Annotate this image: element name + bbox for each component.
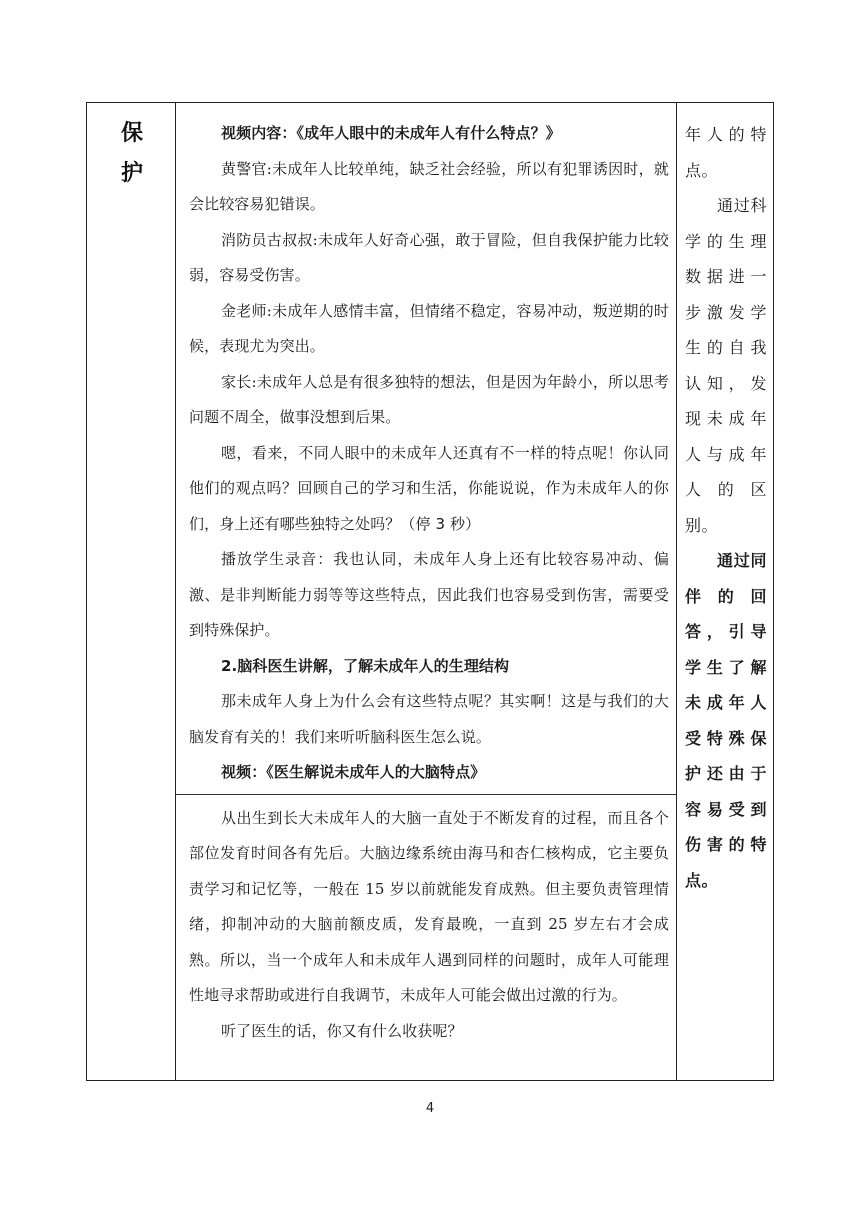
- firefighter-quote: 消防员古叔叔:未成年人好奇心强，敢于冒险，但自我保护能力比较弱，容易受伤害。: [189, 230, 669, 284]
- intro-paragraph: 那未成年人身上为什么会有这些特点呢？其实啊！这是与我们的大脑发育有关的！我们来听听脑科医生怎么说。: [189, 692, 669, 746]
- stage-label: 保护: [121, 121, 144, 186]
- note-peer-answers: 通过同伴的回答，引导学生了解未成年人受特殊保护还由于容易受到伤害的特点。: [685, 551, 767, 890]
- note-scientific-data: 通过科学的生理数据进一步激发学生的自我认知，发现未成年人与成年人的区别。: [685, 196, 767, 535]
- teacher-quote: 金老师:未成年人感情丰富，但情绪不稳定，容易冲动，叛逆期的时候，表现尤为突出。: [189, 301, 669, 355]
- content-cell: [176, 103, 677, 1081]
- table-row: [87, 103, 774, 1081]
- doctor-explanation: 从出生到长大未成年人的大脑一直处于不断发育的过程，而且各个部位发育时间各有先后。大脑边缘系统由海马和杏仁核构成，它主要负责学习和记忆等，一般在 15 岁以前就能发育成熟。但主要负责管理情绪，抑制冲动的大脑前额皮质，发育最晚，一直到 25 岁左右才会成熟。所以，当一个成年人和未成年人遇到同样的问题时，成年人可能理性地寻求帮助或进行自我调节，未成年人可能会做出过激的行为。: [189, 808, 669, 1004]
- lesson-plan-table: [86, 102, 774, 1081]
- closing-question: 听了医生的话，你又有什么收获呢？: [221, 1021, 463, 1040]
- police-quote: 黄警官:未成年人比较单纯，缺乏社会经验，所以有犯罪诱因时，就会比较容易犯错误。: [189, 159, 669, 213]
- parent-quote: 家长:未成年人总是有很多独特的想法，但是因为年龄小，所以思考问题不周全，做事没想到后果。: [189, 372, 669, 426]
- video-title-brain: 视频：《医生解说未成年人的大脑特点》: [221, 763, 486, 781]
- design-intent-cell: [677, 103, 774, 1081]
- divider-line: [176, 794, 676, 795]
- student-recording-paragraph: 播放学生录音：我也认同，未成年人身上还有比较容易冲动、偏激、是非判断能力弱等等这些特点，因此我们也容易受到伤害，需要受到特殊保护。: [189, 550, 669, 639]
- step-2-heading: 2.脑科医生讲解，了解未成年人的生理结构: [221, 656, 510, 675]
- video-title-adult-views: 视频内容：《成年人眼中的未成年人有什么特点？》: [221, 124, 561, 142]
- stage-cell: [87, 103, 176, 1081]
- question-paragraph: 嗯，看来，不同人眼中的未成年人还真有不一样的特点呢！你认同他们的观点吗？回顾自己的学习和生活，你能说说，作为未成年人的你们，身上还有哪些独特之处吗？（停 3 秒）: [189, 443, 669, 533]
- page-number: 4: [425, 1101, 435, 1116]
- note-continuation: 年人的特点。: [685, 125, 767, 180]
